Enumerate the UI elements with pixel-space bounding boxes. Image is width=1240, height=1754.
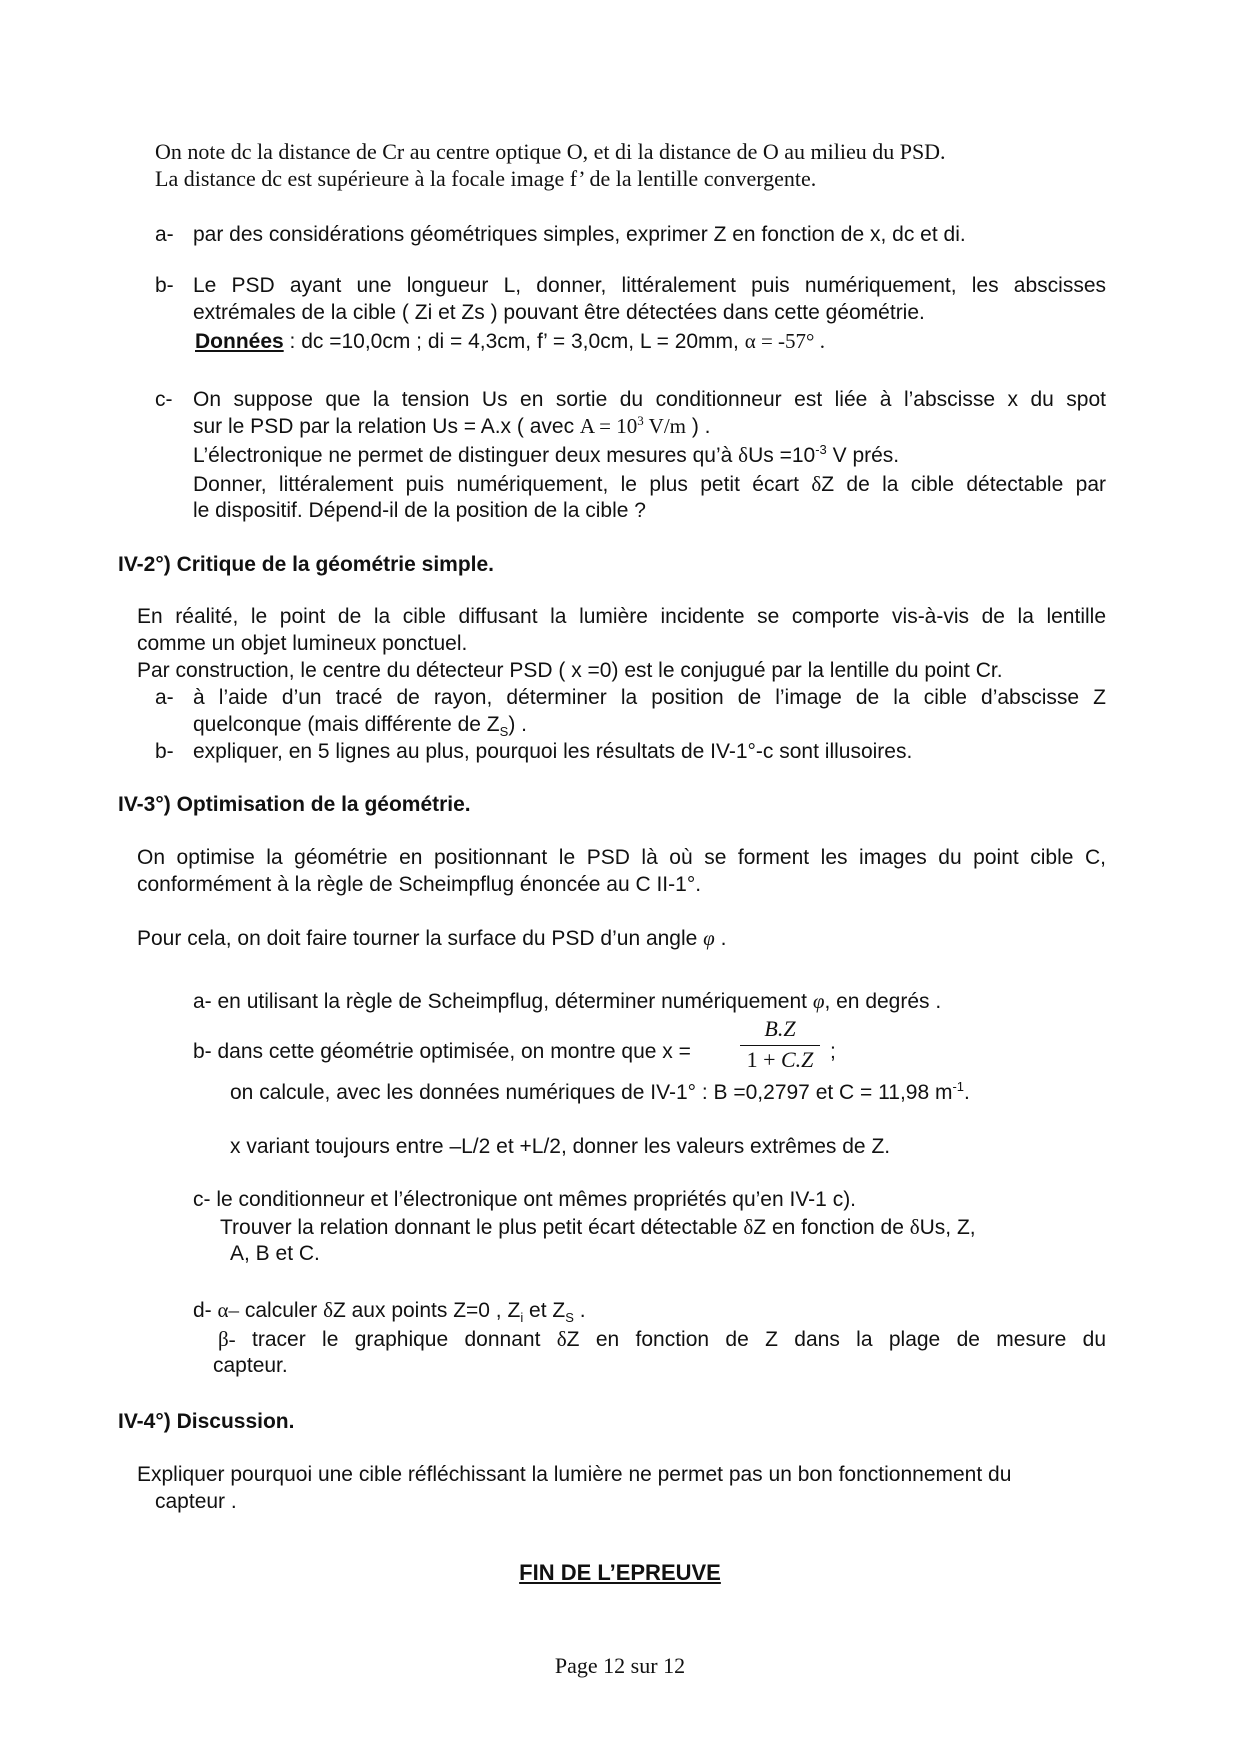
s3-p2-post: . [714, 927, 727, 950]
c-line4-post: Z de la cible détectable par [821, 473, 1106, 496]
s3-a-post: , en degrés . [824, 990, 942, 1013]
s3-a-pre: a- en utilisant la règle de Scheimpflug, déterminer numériquement [193, 990, 813, 1013]
s2-p1-line-2: comme un objet lumineux ponctuel. [137, 632, 468, 655]
c-line3-pre: L’électronique ne permet de distinguer deux mesures qu’à [193, 444, 739, 467]
s3-e-line-1 [218, 1327, 1106, 1352]
intro-line-1: On note dc la distance de Cr au centre optique O, et di la distance de O au milieu du PSD. [155, 139, 946, 164]
formula-A-unit: V/m [643, 414, 686, 438]
s2-a-line2-sub: S [499, 724, 509, 740]
s2-a-line2-pre: quelconque (mais différente de Z [193, 713, 500, 736]
s1-b-line-1: Le PSD ayant une longueur L, donner, littéralement puis numériquement, les abscisses [193, 274, 1106, 297]
s1-donnees [195, 329, 825, 354]
phi-symbol: φ [812, 989, 825, 1013]
end-title: FIN DE L’EPREUVE [519, 1560, 721, 1585]
s3-d-post: . [573, 1299, 586, 1322]
beta-symbol: β- [218, 1327, 236, 1351]
c-line3-exp: -3 [815, 442, 827, 457]
s1-b-label: b- [155, 274, 174, 297]
fraction-bar [740, 1045, 820, 1046]
s3-p1-line-1: On optimise la géométrie en positionnant le PSD là où se forment les images du point cible C, [137, 846, 1106, 869]
s4-line-2: capteur . [155, 1490, 237, 1513]
s3-b-post: ; [830, 1040, 836, 1063]
s2-a-label: a- [155, 686, 174, 709]
formula-A-exp: 3 [637, 413, 644, 428]
s1-c-line-2 [193, 414, 711, 439]
fraction-den-term: C.Z [781, 1047, 814, 1072]
fraction-den-const: 1 + [746, 1047, 781, 1072]
delta-symbol: δ [323, 1298, 333, 1322]
delta-symbol: δ [556, 1327, 567, 1351]
s3-c-line-2 [220, 1215, 976, 1240]
s1-c-label: c- [155, 388, 173, 411]
s3-b-pre: b- dans cette géométrie optimisée, on montre que x = [193, 1040, 691, 1063]
donnees-values: : dc =10,0cm ; di = 4,3cm, f’ = 3,0cm, L = 20mm, [283, 330, 745, 353]
delta-symbol: δ [909, 1215, 920, 1239]
s1-c-line-3 [193, 443, 899, 468]
s2-a-line-2 [193, 713, 527, 740]
s2-b-label: b- [155, 740, 174, 763]
c-line2-pre: sur le PSD par la relation Us = A.x ( avec [193, 415, 580, 438]
s3-c-line2-post: Us, Z, [919, 1216, 976, 1239]
s2-b-text: expliquer, en 5 lignes au plus, pourquoi les résultats de IV-1°-c sont illusoires. [193, 740, 913, 763]
c-line3-post: V prés. [826, 444, 900, 467]
c-line2-post: ) . [686, 415, 711, 438]
s2-p1-line-1: En réalité, le point de la cible diffusant la lumière incidente se comporte vis-à-vis de la lentille [137, 605, 1106, 628]
intro-line-2: La distance dc est supérieure à la focale image f’ de la lentille convergente. [155, 166, 817, 191]
s3-c-line-3: A, B et C. [230, 1242, 320, 1265]
s3-c-line2-mid: Z en fonction de [753, 1216, 910, 1239]
s3-c-line2-pre: Trouver la relation donnant le plus petit écart détectable [220, 1216, 744, 1239]
alpha-symbol: α– [217, 1298, 240, 1322]
s3-b-line-2 [230, 1081, 970, 1105]
page-number: Page 12 sur 12 [554, 1653, 686, 1678]
s3-d-pre: d- [193, 1299, 218, 1322]
donnees-label: Données [195, 330, 284, 353]
s3-p1-line-2: conformément à la règle de Scheimpflug énoncée au C II-1°. [137, 873, 702, 896]
fraction-x-formula [740, 1016, 820, 1078]
s3-d [193, 1298, 586, 1326]
s1-c-line-5: le dispositif. Dépend-il de la position de la cible ? [193, 499, 646, 522]
s2-a-line-1: à l’aide d’un tracé de rayon, déterminer la position de l’image de la cible d’abscisse Z [193, 686, 1106, 709]
alpha-value: α = -57° . [744, 329, 825, 353]
fraction-denominator [740, 1047, 820, 1073]
heading-iv-2: IV-2°) Critique de la géométrie simple. [118, 553, 495, 576]
s3-d-mid1: calculer [239, 1299, 324, 1322]
c-line3-mid: Us =10 [748, 444, 816, 467]
s1-c-line-1: On suppose que la tension Us en sortie du conditionneur est liée à l’abscisse x du spot [193, 388, 1106, 411]
s3-e-line1-b: Z en fonction de Z dans la plage de mesure du [566, 1328, 1106, 1351]
s3-b-line2-exp: -1 [952, 1079, 965, 1094]
phi-symbol: φ [703, 926, 715, 950]
s1-a-label: a- [155, 223, 174, 246]
s3-b-line-3: x variant toujours entre –L/2 et +L/2, donner les valeurs extrêmes de Z. [230, 1135, 891, 1158]
s3-d-mid2: Z aux points Z=0 , Z [332, 1299, 521, 1322]
delta-symbol: δ [738, 443, 749, 467]
s3-c-line-1: c- le conditionneur et l’électronique ont mêmes propriétés qu’en IV-1 c). [193, 1188, 857, 1211]
s2-a-line2-post: ) . [508, 713, 527, 736]
s3-e-line-2: capteur. [213, 1354, 288, 1377]
s3-d-sub-i: i [520, 1310, 524, 1326]
s1-a-text: par des considérations géométriques simples, exprimer Z en fonction de x, dc et di. [193, 223, 966, 246]
s4-line-1: Expliquer pourquoi une cible réfléchissant la lumière ne permet pas un bon fonctionnement du [137, 1463, 1012, 1486]
s3-e-line1-a: tracer le graphique donnant [235, 1328, 557, 1351]
delta-symbol: δ [743, 1215, 754, 1239]
heading-iv-3: IV-3°) Optimisation de la géométrie. [118, 793, 471, 816]
fraction-numerator: B.Z [764, 1016, 796, 1041]
s3-p2-pre: Pour cela, on doit faire tourner la surface du PSD d’un angle [137, 927, 704, 950]
s3-b-line2-pre: on calcule, avec les données numériques de IV-1° : B =0,2797 et C = 11,98 m [230, 1081, 953, 1104]
c-line4-pre: Donner, littéralement puis numériquement, le plus petit écart [193, 473, 812, 496]
s3-d-sub-s: S [565, 1310, 574, 1326]
s3-d-mid3: et Z [523, 1299, 566, 1322]
formula-A: A = 10 [579, 414, 638, 438]
s1-b-line-2: extrémales de la cible ( Zi et Zs ) pouvant être détectées dans cette géométrie. [193, 301, 925, 324]
s3-b-line2-post: . [964, 1081, 970, 1104]
s1-c-line-4 [193, 472, 1106, 497]
heading-iv-4: IV-4°) Discussion. [118, 1410, 295, 1433]
s3-p2 [137, 926, 726, 951]
s2-p2: Par construction, le centre du détecteur PSD ( x =0) est le conjugué par la lentille du point Cr. [137, 659, 1003, 682]
delta-symbol: δ [811, 472, 822, 496]
s3-a [193, 989, 941, 1014]
